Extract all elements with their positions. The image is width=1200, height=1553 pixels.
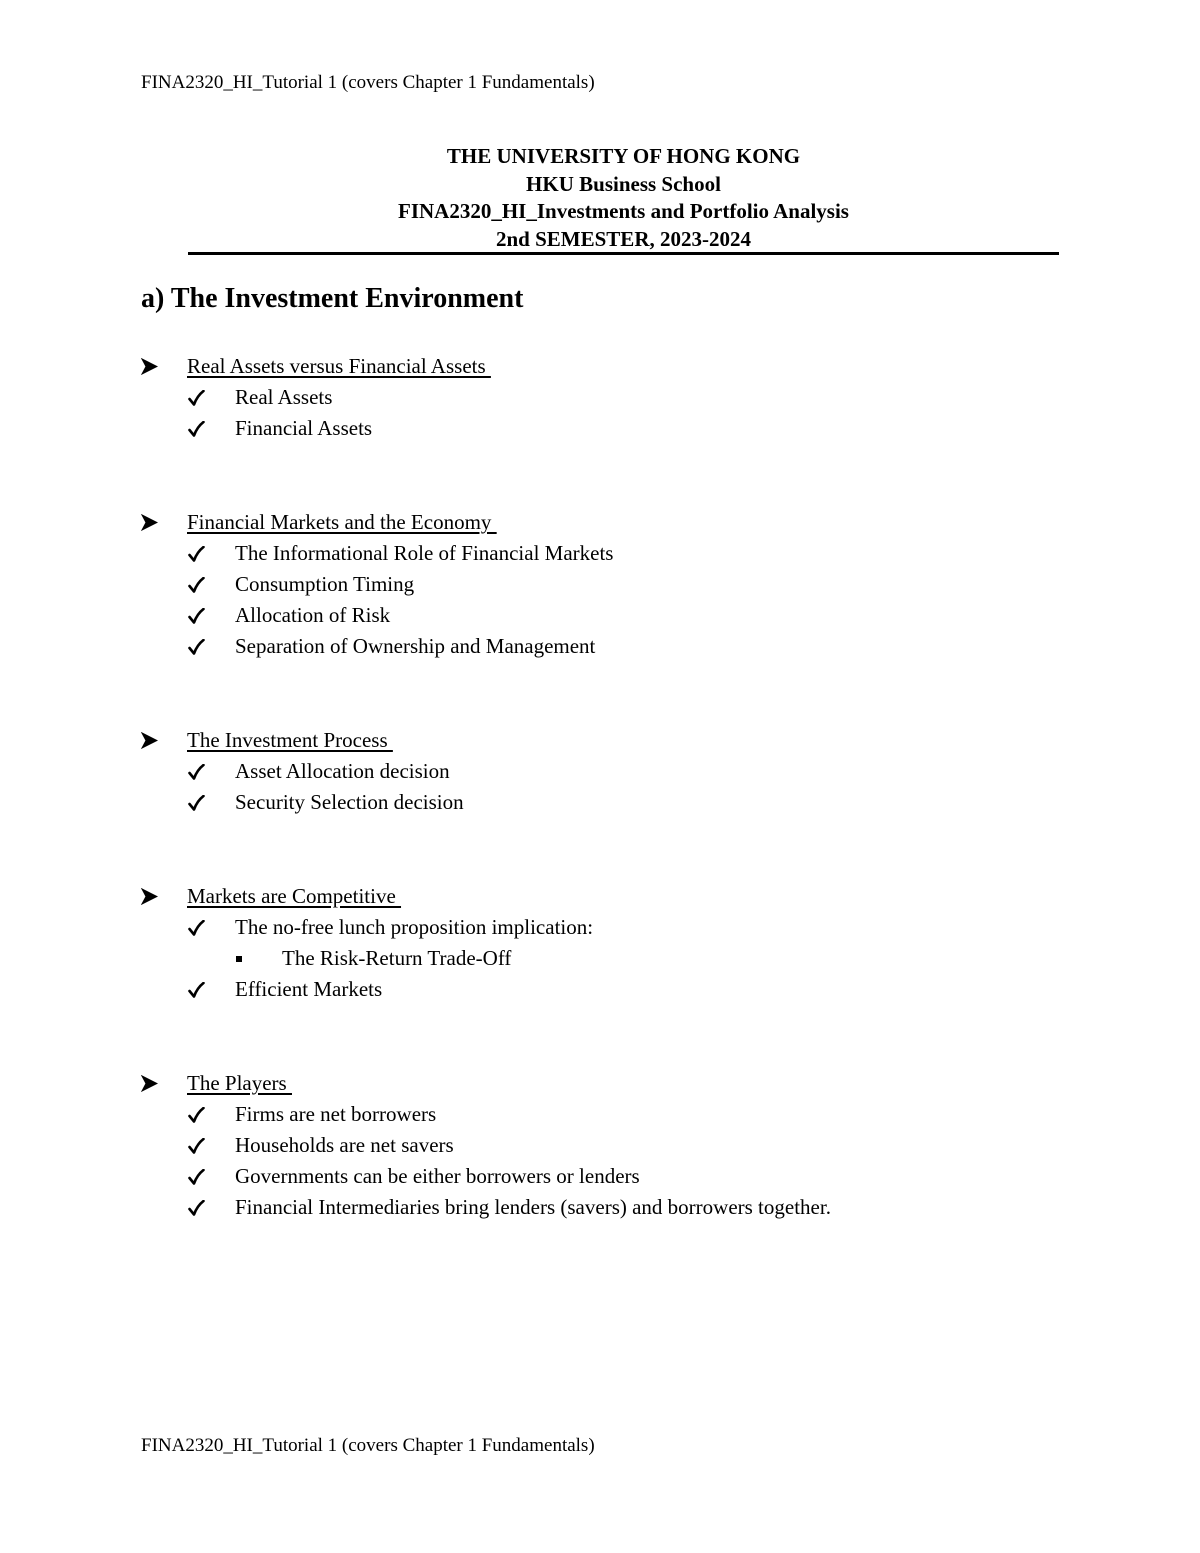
arrowhead-bullet-icon (141, 1075, 187, 1092)
topic (141, 507, 1121, 662)
checklist (141, 756, 1121, 818)
checkmark-icon (188, 1200, 235, 1216)
checkmark-icon (188, 639, 235, 655)
school-name: HKU Business School (526, 171, 721, 196)
topic-list (141, 351, 1121, 1286)
list-item-label: Financial Assets (235, 416, 373, 440)
topic (141, 725, 1121, 818)
list-item-label: Consumption Timing (235, 572, 415, 596)
list-item (141, 756, 1121, 787)
checklist (141, 382, 1121, 444)
checkmark-icon (188, 982, 235, 998)
checkmark-icon (188, 546, 235, 562)
semester: 2nd SEMESTER, 2023-2024 (496, 226, 751, 251)
topic-heading (141, 881, 1121, 912)
list-item-label: Firms are net borrowers (235, 1102, 437, 1126)
list-item-label: Households are net savers (235, 1133, 454, 1157)
course-name: FINA2320_HI_Investments and Portfolio Analysis (398, 199, 849, 223)
topic-label: The Players (187, 1071, 292, 1095)
arrowhead-bullet-icon (141, 888, 187, 905)
topic-heading (141, 1068, 1121, 1099)
list-item-label: Governments can be either borrowers or lenders (235, 1164, 640, 1188)
sub-list-item (141, 943, 1121, 974)
list-item (141, 974, 1121, 1005)
list-item (141, 1130, 1121, 1161)
list-item-label: Security Selection decision (235, 790, 464, 814)
list-item-label: Financial Intermediaries bring lenders (savers) and borrowers together. (235, 1195, 831, 1219)
list-item-label: Asset Allocation decision (235, 759, 450, 783)
list-item-label: The Informational Role of Financial Markets (235, 541, 614, 565)
topic-label: The Investment Process (187, 728, 393, 752)
topic (141, 1068, 1121, 1223)
list-item-label: Separation of Ownership and Management (235, 634, 596, 658)
page-footer: FINA2320_HI_Tutorial 1 (covers Chapter 1 Fundamentals) (141, 1435, 595, 1456)
sub-list-item-label: The Risk-Return Trade-Off (282, 946, 512, 970)
list-item (141, 569, 1121, 600)
checkmark-icon (188, 1107, 235, 1123)
topic-label: Markets are Competitive (187, 884, 402, 908)
checklist (141, 538, 1121, 662)
arrowhead-bullet-icon (141, 732, 187, 749)
list-item (141, 1099, 1121, 1130)
topic-heading (141, 507, 1121, 538)
document-title-block (188, 143, 1059, 253)
list-item-label: Efficient Markets (235, 977, 383, 1001)
list-item (141, 413, 1121, 444)
list-item (141, 1192, 1121, 1223)
list-item (141, 787, 1121, 818)
checkmark-icon (188, 608, 235, 624)
list-item (141, 912, 1121, 943)
checkmark-icon (188, 390, 235, 406)
topic-label: Financial Markets and the Economy (187, 510, 497, 534)
arrowhead-bullet-icon (141, 358, 187, 375)
university-name: THE UNIVERSITY OF HONG KONG (446, 144, 801, 168)
arrowhead-bullet-icon (141, 514, 187, 531)
checkmark-icon (188, 577, 235, 593)
list-item-label: Real Assets (235, 385, 333, 409)
topic-heading (141, 725, 1121, 756)
list-item (141, 631, 1121, 662)
checklist (141, 1099, 1121, 1223)
checkmark-icon (188, 1169, 235, 1185)
checkmark-icon (188, 920, 235, 936)
checklist (141, 912, 1121, 1005)
topic (141, 351, 1121, 444)
checkmark-icon (188, 764, 235, 780)
list-item-label: Allocation of Risk (235, 603, 391, 627)
checkmark-icon (188, 1138, 235, 1154)
topic-heading (141, 351, 1121, 382)
section-heading: a) The Investment Environment (141, 283, 524, 314)
list-item-label: The no-free lunch proposition implication: (235, 915, 594, 939)
list-item (141, 538, 1121, 569)
topic-label: Real Assets versus Financial Assets (187, 354, 491, 378)
checkmark-icon (188, 421, 235, 437)
topic (141, 881, 1121, 1005)
list-item (141, 382, 1121, 413)
checkmark-icon (188, 795, 235, 811)
list-item (141, 600, 1121, 631)
square-bullet-icon (236, 956, 282, 962)
list-item (141, 1161, 1121, 1192)
page-header: FINA2320_HI_Tutorial 1 (covers Chapter 1 Fundamentals) (141, 72, 595, 93)
title-divider (188, 252, 1059, 255)
